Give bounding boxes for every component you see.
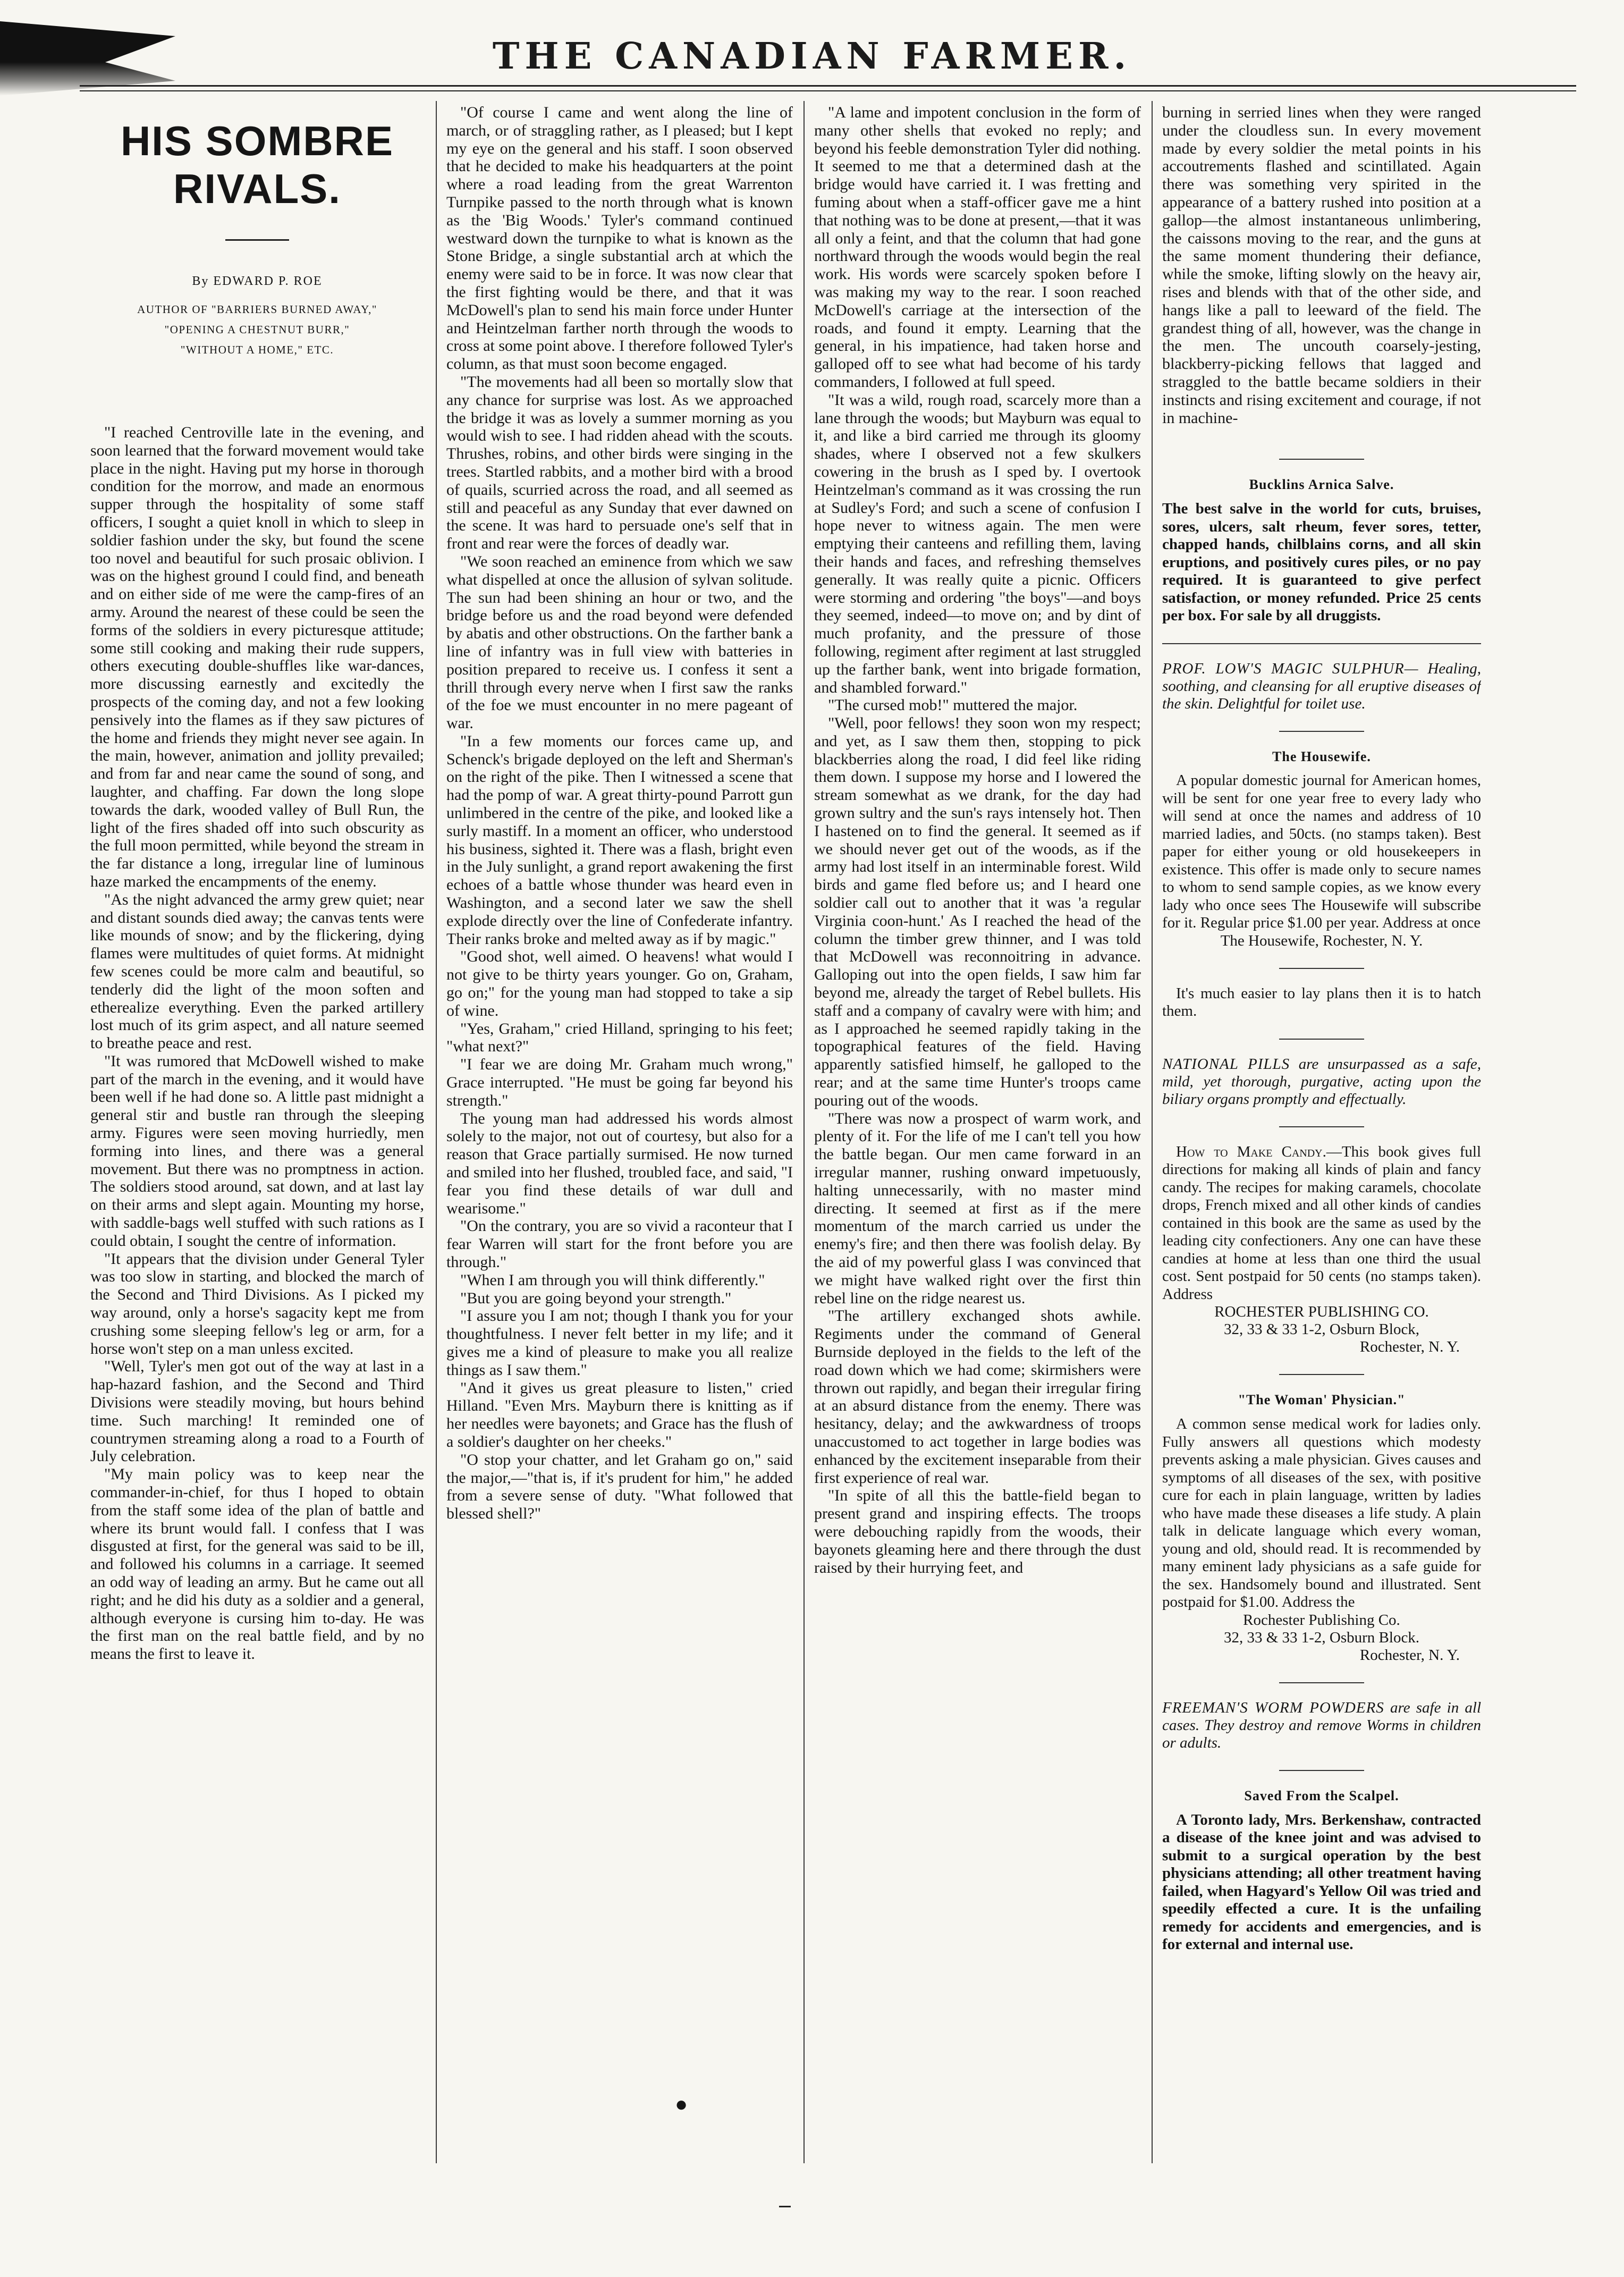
ad-physician	[1162, 1391, 1481, 1664]
ad-title: Saved From the Scalpel.	[1244, 1787, 1399, 1803]
ad-separator	[1279, 1374, 1364, 1375]
story-paragraph: "I fear we are doing Mr. Graham much wrong," Grace interrupted. "He must be going far beyond his strength."	[446, 1056, 793, 1109]
story-paragraph: "And it gives us great pleasure to listen," cried Hilland. "Even Mrs. Mayburn there is knitting as if her needles were bayonets; and Grace has the flush of a soldier's daughter on her cheeks."	[446, 1379, 793, 1450]
ad-national-pills	[1162, 1056, 1481, 1108]
story-paragraph: "I reached Centroville late in the evening, and soon learned that the forward movement would take place in the night. Having put my horse in thorough condition for the morrow, and made an enormous supper through the hospitality of some staff officers, I sought a quiet knoll in which to sleep in soldier fashion under the sky, but found the scene too novel and beautiful for such prosaic oblivion. I was on the highest ground I could find, and beneath and on either side of me were the camp-fires of an army. Around the nearest of these could be seen the forms of the soldiers in every picturesque attitude; some still cooking and making their rude suppers, others executing double-shuffles like war-dances, more discussing earnestly and excitedly the prospects of the coming day, and not a few looking pensively into the flames as if they saw pictures of the home and friends they might never see again. In the main, however, animation and jollity prevailed; and from far and near came the sound of song, and laughter, and chaffing. Far down the long slope towards the dark, wooded valley of Bull Run, the light of the fires shaded off into such obscurity as the full moon permitted, while beyond the stream in the far distance a long, irregular line of luminous haze marked the encampments of the enemy.	[90, 424, 424, 890]
ad-title: The Housewife.	[1272, 748, 1371, 764]
story-paragraph: "As the night advanced the army grew quiet; near and distant sounds died away; the canvas tents were like mounds of snow; and by the flickering, dying flames were multitudes of quiet forms. At midnight few scenes could be more calm and beautiful, so tenderly did the light of the moon soften and etherealize everything. Even the parked artillery lost much of its grim aspect, and all nature seemed to breathe peace and rest.	[90, 890, 424, 1052]
story-paragraph: "O stop your chatter, and let Graham go on," said the major,—"that is, if it's prudent for him," he added from a severe sense of duty. "What followed that blessed shell?"	[446, 1450, 793, 1523]
story-paragraph: "Of course I came and went along the line of march, or of straggling rather, as I pleased; but I kept my eye on the general and his staff. I soon observed that he decided to make his headquarters at the point where a road leading from the great Warrenton Turnpike passed to the north through what is known as the 'Big Woods.' Tyler's command continued westward down the turnpike to what is known as the Stone Bridge, a single substantial arch at which the enemy were said to be in force. It was now clear that the first fighting would be there, and that it was McDowell's plan to send his main force under Hunter and Heintzelman farther north through the woods to cross at some point above. I therefore followed Tyler's column, as that must soon become engaged.	[446, 104, 793, 373]
author-work: "OPENING A CHESTNUT BURR,"	[164, 323, 350, 336]
ad-address: Rochester Publishing Co.	[1243, 1611, 1400, 1629]
story-paragraph: "But you are going beyond your strength."	[460, 1289, 732, 1307]
ad-separator	[1279, 459, 1364, 460]
ad-body: Healing, soothing, and cleansing for all eruptive diseases of the skin. Delightful for toilet use.	[1162, 660, 1481, 712]
ad-body: The best salve in the world for cuts, bruises, sores, ulcers, salt rheum, fever sores, tetter, chapped hands, chilblains corns, and all skin eruptions, and positively cures piles, or no pay required. It is guaranteed to give perfect satisfaction, or money refunded. Price 25 cents per box. For sale by all druggists.	[1162, 500, 1481, 625]
story-paragraph: "In spite of all this the battle-field began to present grand and inspiring effects. The troops were debouching rapidly from the woods, their bayonets gleaming here and there through the dust raised by their hurrying feet, and	[814, 1487, 1141, 1576]
story-title: HIS SOMBRE RIVALS.	[120, 117, 394, 212]
print-mark: ●	[675, 2092, 688, 2116]
ad-separator	[1279, 1770, 1364, 1771]
ad-body: —This book gives full directions for making all kinds of plain and fancy candy. The recipes for making caramels, chocolate drops, French mixed and all other kinds of candies contained in this book are the same as used by the leading city confectioners. Any one can have these candies at home at less than one third the usual cost. Sent postpaid for 50 cents (no stamps taken). Address	[1162, 1143, 1481, 1303]
story-paragraph: "My main policy was to keep near the commander-in-chief, for thus I hoped to obtain from the staff some idea of the plan of battle and where its brunt would fall. I confess that I was disgusted at first, for the general was said to be ill, and followed his columns in a carriage. It seemed an odd way of leading an army. But he came out all right; and he did his duty as a soldier and a general, although everyone is cursing him to-day. He was the first man on the real battle field, and by no means the first to leave it.	[90, 1465, 424, 1663]
ad-separator	[1279, 1039, 1364, 1040]
story-paragraph: "It was a wild, rough road, scarcely more than a lane through the woods; but Mayburn was equal to it, and like a bird carried me through its gloomy shades, where I observed not a few skulkers cowering in the brush as I sped by. I overtook Heintzelman's command as it was crossing the run at Sudley's Ford; and such a scene of confusion I hope never to witness again. The men were emptying their canteens and refilling them, laving their hands and faces, and refreshing themselves generally. It was really quite a picnic. Officers were storming and ordering "the boys"—and boys they seemed, indeed—to move on; and by dint of much profanity, and the pressure of those following, regiment after regiment at last struggled up the farther bank, went into brigade formation, and shambled forward."	[814, 391, 1141, 696]
story-paragraph: "On the contrary, you are so vivid a raconteur that I fear Warren will start for the front before you are through."	[446, 1217, 793, 1271]
ad-body: A popular domestic journal for American homes, will be sent for one year free to every lady who will send at once the names and address of 10 married ladies, and 50cts. (no stamps taken). Best paper for either young or old housekeepers in existence. This offer is made only to secure names to whom to send sample copies, as we know every lady who once sees The Housewife will subscribe for it. Regular price $1.00 per year. Address at once	[1162, 772, 1481, 932]
ad-separator	[1162, 643, 1481, 644]
ad-bucklen	[1162, 476, 1481, 625]
ad-separator	[1279, 731, 1364, 732]
column-3	[814, 104, 1141, 2187]
ad-freeman	[1162, 1699, 1481, 1752]
column-4	[1162, 104, 1481, 2187]
ad-address: Rochester, N. Y.	[1359, 1338, 1460, 1356]
proverb: It's much easier to lay plans then it is to hatch them.	[1162, 984, 1481, 1020]
story-paragraph: "In a few moments our forces came up, and Schenck's brigade deployed on the left and Sherman's on the right of the pike. Then I witnessed a scene that had the pomp of war. A great thirty-pound Parrott gun unlimbered in the centre of the pike, and looked like a surly mastiff. In a moment an officer, who understood his business, sighted it. There was a flash, bright even in the July sunlight, a grand report awakening the first echoes of a battle whose thunder was heard even in Washington, and a second later we saw the shell explode directly over the line of Confederate infantry. Their ranks broke and melted away as if by magic."	[446, 732, 793, 948]
column-1	[90, 104, 424, 2187]
story-paragraph: "We soon reached an eminence from which we saw what dispelled at once the allusion of sylvan solitude. The sun had been shining an hour or two, and the bridge before us and the road beyond were defended by abatis and other obstructions. On the farther bank a line of infantry was in full view with batteries in position prepared to receive us. I confess it sent a thrill through every nerve when I first saw the ranks of the foe we must encounter in no mere pageant of war.	[446, 552, 793, 732]
ad-body: A common sense medical work for ladies only. Fully answers all questions which modesty prevents asking a male physician. Gives causes and symptoms of all diseases of the sex, with positive cure for each in plain language, written by ladies who have made these diseases a life study. A plain talk in delicate language which every woman, young and old, should read. It is recommended by many eminent lady physicians as a safe guide for the sex. Handsomely bound and illustrated. Sent postpaid for $1.00. Address the	[1162, 1415, 1481, 1611]
ad-headline: PROF. LOW'S MAGIC SULPHUR—	[1162, 660, 1419, 677]
ad-low	[1162, 660, 1481, 713]
print-mark	[779, 2206, 791, 2207]
story-paragraph: "Well, poor fellows! they soon won my respect; and yet, as I saw them then, stopping to pick blackberries along the road, I did feel like riding them down. I suppose my horse and I lowered the stream somewhat as we drank, for the day had grown sultry and the sun's rays intensely hot. Then I hastened on to find the general. It seemed as if we should never get out of the woods, as if the army had lost itself in an interminable forest. Wild birds and game fled before us; and I heard one soldier call out to another that it was 'a regular Virginia coon-hunt.' As I reached the head of the column the timber grew thinner, and I was told that McDowell was reconnoitring in advance. Galloping out into the open fields, I saw him far beyond me, already the target of Rebel bullets. His staff and a company of cavalry were with him; and as I approached he seemed rapidly taking in the topographical features of the field. Having apparently satisfied himself, he galloped to the rear; and at the same time Hunter's troops came pouring out of the woods.	[814, 714, 1141, 1109]
ad-title: Bucklins Arnica Salve.	[1249, 477, 1394, 493]
byline: By EDWARD P. ROE	[192, 274, 323, 288]
story-paragraph: "When I am through you will think differently."	[460, 1271, 765, 1289]
column-divider	[803, 101, 805, 2163]
ad-body: are safe in all cases. They destroy and remove Worms in children or adults.	[1162, 1699, 1481, 1751]
column-divider	[436, 101, 437, 2163]
masthead-rule	[80, 85, 1576, 87]
ad-candy	[1162, 1143, 1481, 1356]
title-rule	[225, 239, 289, 241]
ad-body: A Toronto lady, Mrs. Berkenshaw, contracted a disease of the knee joint and was advised to submit to a surgical operation by the best physicians attending; all other treatment having failed, when Hagyard's Yellow Oil was tried and speedily effected a cure. It is the unfailing remedy for accidents and emergencies, and is for external and internal use.	[1162, 1811, 1481, 1953]
ad-title: "The Woman' Physician."	[1238, 1392, 1406, 1408]
story-paragraph: "It was rumored that McDowell wished to make part of the march in the evening, and it would have been well if he had done so. A little past midnight a general stir and bustle ran through the sleeping army. Figures were seen moving hurriedly, men forming into lines, and there was a general movement. But there was no promptness in action. The soldiers stood around, sat down, and at last lay on their arms and slept again. Mounting my horse, with saddle-bags well stuffed with such rations as I could obtain, I sought the centre of information.	[90, 1052, 424, 1250]
story-paragraph: "The artillery exchanged shots awhile. Regiments under the command of General Burnside deployed in the fields to the left of the road down which we had come; skirmishers were thrown out rapidly, and began their irregular firing at an absurd distance from the enemy. There was hesitancy, delay; and the awkwardness of troops unaccustomed to act together in large bodies was enhanced by the excitement inseparable from their first experience of real war.	[814, 1307, 1141, 1487]
story-paragraph: "Well, Tyler's men got out of the way at last in a hap-hazard fashion, and the Second and Third Divisions were steadily moving, but hours behind time. Such marching! It reminded one of countrymen streaming along a road to a Fourth of July celebration.	[90, 1357, 424, 1465]
author-work: "WITHOUT A HOME," ETC.	[180, 343, 334, 356]
ad-address: Rochester, N. Y.	[1359, 1646, 1460, 1664]
ad-address: 32, 33 & 33 1-2, Osburn Block.	[1223, 1629, 1420, 1646]
story-paragraph: "Yes, Graham," cried Hilland, springing to his feet; "what next?"	[446, 1019, 793, 1056]
ad-scalpel	[1162, 1787, 1481, 1954]
ad-separator	[1279, 1126, 1364, 1127]
column-2	[446, 104, 793, 2187]
ad-separator	[1279, 1682, 1364, 1683]
ad-address: 32, 33 & 33 1-2, Osburn Block,	[1223, 1321, 1420, 1338]
story-paragraph: "A lame and impotent conclusion in the form of many other shells that evoked no reply; and beyond his feeble demonstration Tyler did nothing. It seemed to me that a determined dash at the bridge would have carried it. I was fretting and fuming about when a staff-officer gave me a hint that nothing was to be done at present,—that it was all only a feint, and that the column that had gone northward through the woods would begin the real work. His words were scarcely spoken before I was making my way to the rear. I soon reached McDowell's carriage at the intersection of the roads, and found it empty. Learning that the general, in his impatience, had taken horse and galloped off to see what had become of his tardy commanders, I followed at full speed.	[814, 104, 1141, 391]
story-paragraph: "I assure you I am not; though I thank you for your thoughtfulness. I never felt better in my life; and it gives me a kind of pleasure to make you all realize things as I saw them."	[446, 1307, 793, 1379]
masthead-title: THE CANADIAN FARMER.	[492, 35, 1132, 78]
story-paragraph: "There was now a prospect of warm work, and plenty of it. For the life of me I can't tell you how the battle began. Our men came forward in an irregular manner, rushing onward impetuously, halting unnecessarily, with no master mind directing. It seemed at first as if the mere momentum of the march carried us under the enemy's fire; and then there was foolish delay. By the aid of my powerful glass I was convinced that we might have walked right over the first thin rebel line on the ridge nearest us.	[814, 1109, 1141, 1307]
column-divider	[1152, 101, 1153, 2163]
ad-housewife	[1162, 748, 1481, 950]
ad-body: are unsurpassed as a safe, mild, yet thorough, purgative, acting upon the biliary organs promptly and effectually.	[1162, 1055, 1481, 1108]
ad-separator	[1279, 968, 1364, 969]
masthead-rule-thin	[80, 90, 1576, 91]
story-paragraph: "It appears that the division under General Tyler was too slow in starting, and blocked the march of the Second and Third Divisions. As I picked my way around, only a horse's sagacity kept me from crushing some sleeping fellow's leg or arm, for a horse won't step on a man unless excited.	[90, 1250, 424, 1357]
story-paragraph: The young man had addressed his words almost solely to the major, not out of courtesy, but also for a reason that Grace partially surmised. He now turned and smiled into her flushed, troubled face, and said, "I fear you find these details of war dull and wearisome."	[446, 1109, 793, 1217]
ad-headline: FREEMAN'S WORM POWDERS	[1162, 1699, 1384, 1716]
ad-address: The Housewife, Rochester, N. Y.	[1220, 932, 1423, 949]
author-of: AUTHOR OF "BARRIERS BURNED AWAY,"	[137, 303, 377, 316]
ad-address: ROCHESTER PUBLISHING CO.	[1214, 1303, 1429, 1321]
story-paragraph: "The movements had all been so mortally slow that any chance for surprise was lost. As we approached the bridge it was as lovely a summer morning as you would wish to see. I had ridden ahead with the scouts. Thrushes, robins, and other birds were singing in the trees. Startled rabbits, and a mother bird with a brood of quails, scurried across the road, and all seemed as still and peaceful as any Sunday that ever dawned on the scene. It was hard to persuade one's self that in front and rear were the forces of deadly war.	[446, 373, 793, 553]
story-paragraph: burning in serried lines when they were ranged under the cloudless sun. In every movement made by every soldier the metal points in his accoutrements flashed and scintillated. Again there was something very spirited in the appearance of a battery rushed into position at a gallop—the almost instantaneous unlimbering, the caissons moving to the rear, and the guns at the same moment thundering their defiance, while the smoke, lifting slowly on the heavy air, rises and blends with that of the other side, and hangs like a pall to leeward of the field. The grandest thing of all, however, was the change in the men. The uncouth coarsely-jesting, blackberry-picking fellows that lagged and straggled to the battle became soldiers in their instincts and rising excitement and courage, if not in machine-	[1162, 104, 1481, 427]
ad-headline: NATIONAL PILLS	[1162, 1055, 1290, 1073]
story-paragraph: "Good shot, well aimed. O heavens! what would I not give to be thirty years younger. Go on, Graham, go on;" for the young man had stopped to take a sip of wine.	[446, 948, 793, 1019]
ad-lead: How to Make Candy.	[1176, 1143, 1326, 1160]
story-paragraph: "The cursed mob!" muttered the major.	[828, 696, 1078, 714]
